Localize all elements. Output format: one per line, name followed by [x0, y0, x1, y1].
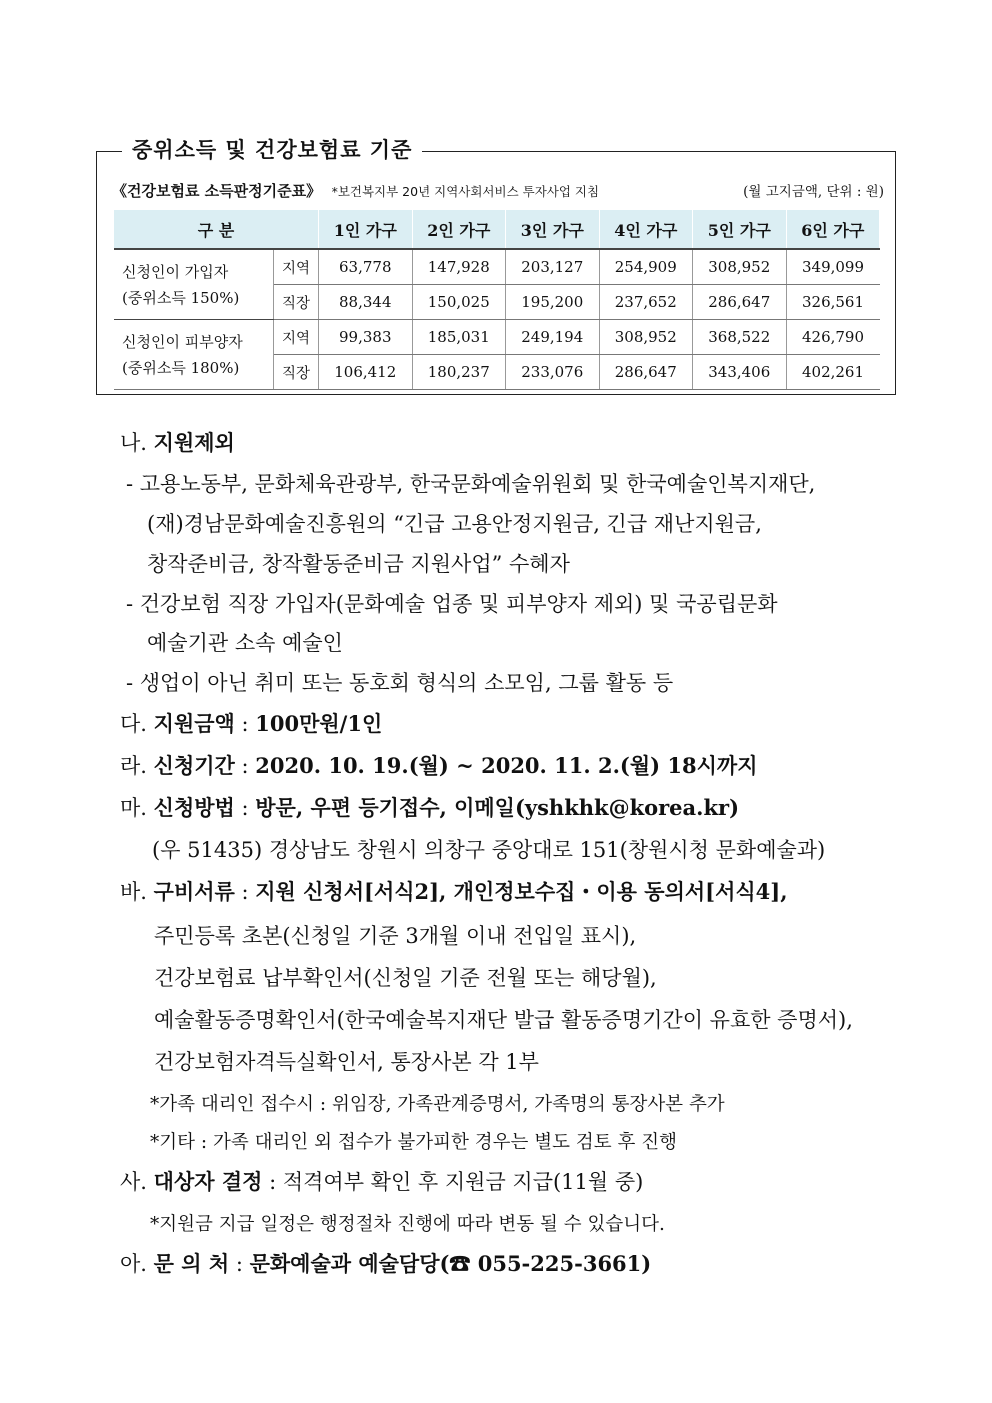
table-cell: 99,383 [319, 320, 413, 355]
section-title: 문 의 처 [153, 1251, 230, 1276]
table-row [114, 249, 880, 285]
section-prefix: 나. [120, 431, 147, 455]
document-item: 주민등록 초본(신청일 기준 3개월 이내 전입일 표시), [154, 924, 637, 948]
section-prefix: 사. [120, 1170, 147, 1194]
table-cell: 254,909 [599, 249, 693, 285]
row-type: 지역 [274, 249, 319, 285]
table-cell: 147,928 [412, 249, 506, 285]
document-note: *기타 : 가족 대리인 외 접수가 불가피한 경우는 별도 검토 후 진행 [150, 1132, 677, 1153]
row-type: 직장 [274, 285, 319, 320]
table-cell: 343,406 [693, 355, 787, 390]
table-cell: 237,652 [599, 285, 693, 320]
insurance-standard-table [114, 210, 880, 390]
section-title: 대상자 결정 [153, 1169, 263, 1194]
group-subscriber [114, 249, 274, 320]
group-sub: (중위소득 180%) [122, 358, 240, 377]
caption-unit: (월 고지금액, 단위 : 원) [743, 184, 884, 200]
group-dependent [114, 320, 274, 390]
caption-source: *보건복지부 20년 지역사회서비스 투자사업 지침 [331, 184, 600, 199]
section-title: 구비서류 [153, 879, 235, 904]
exclusion-item: - 건강보험 직장 가입자(문화예술 업종 및 피부양자 제외) 및 국공립문화 [126, 592, 778, 616]
table-cell: 349,099 [786, 249, 880, 285]
table-cell: 180,237 [412, 355, 506, 390]
header-5-person: 5인 가구 [693, 210, 787, 249]
section-value: 문화예술과 예술담당(☎ 055-225-3661) [249, 1251, 652, 1276]
row-type: 지역 [274, 320, 319, 355]
section-title: 신청기간 [153, 753, 235, 778]
section-value: 지원 신청서[서식2], 개인정보수집・이용 동의서[서식4], [255, 879, 788, 904]
section-exclusion-heading [120, 427, 235, 457]
section-contact: 아. 문 의 처 : 문화예술과 예술담당(☎ 055-225-3661) [120, 1251, 652, 1276]
header-1-person: 1인 가구 [319, 210, 413, 249]
table-cell: 150,025 [412, 285, 506, 320]
document-item: 건강보험료 납부확인서(신청일 기준 전월 또는 해당월), [154, 966, 657, 990]
table-cell: 203,127 [506, 249, 600, 285]
section-title: 지원금액 [153, 711, 235, 736]
section-value: 2020. 10. 19.(월) ~ 2020. 11. 2.(월) 18시까지 [255, 753, 758, 778]
exclusion-item: - 고용노동부, 문화체육관광부, 한국문화예술위원회 및 한국예술인복지재단, [126, 472, 816, 496]
table-cell: 195,200 [506, 285, 600, 320]
section-prefix: 바. [120, 880, 147, 904]
document-note: *가족 대리인 접수시 : 위임장, 가족관계증명서, 가족명의 통장사본 추가 [150, 1094, 725, 1115]
group-label: 신청인이 피부양자 [122, 332, 243, 351]
table-cell: 426,790 [786, 320, 880, 355]
header-2-person: 2인 가구 [412, 210, 506, 249]
table-cell: 249,194 [506, 320, 600, 355]
table-cell: 326,561 [786, 285, 880, 320]
section-prefix: 라. [120, 754, 147, 778]
table-cell: 106,412 [319, 355, 413, 390]
group-label: 신청인이 가입자 [122, 262, 229, 281]
table-cell: 286,647 [599, 355, 693, 390]
table-row [114, 320, 880, 355]
header-category: 구 분 [114, 210, 319, 249]
row-type: 직장 [274, 355, 319, 390]
section-value: 100만원/1인 [255, 711, 383, 736]
table-cell: 286,647 [693, 285, 787, 320]
mailing-address: (우 51435) 경상남도 창원시 의창구 중앙대로 151(창원시청 문화예술과) [152, 838, 826, 862]
section-value: 방문, 우편 등기접수, 이메일(yshkhk@korea.kr) [255, 795, 740, 820]
header-3-person: 3인 가구 [506, 210, 600, 249]
section-prefix: 아. [120, 1252, 147, 1276]
table-cell: 63,778 [319, 249, 413, 285]
caption-title: 《건강보험료 소득판정기준표》 [112, 182, 322, 200]
header-4-person: 4인 가구 [599, 210, 693, 249]
section-title: 신청방법 [153, 795, 235, 820]
section-selection: 사. 대상자 결정 : 적격여부 확인 후 지원금 지급(11월 중) [120, 1169, 644, 1194]
section-value: 적격여부 확인 후 지원금 지급(11월 중) [282, 1170, 644, 1194]
table-cell: 308,952 [693, 249, 787, 285]
exclusion-item-cont: 창작준비금, 창작활동준비금 지원사업” 수혜자 [147, 552, 570, 576]
header-6-person: 6인 가구 [786, 210, 880, 249]
document-item: 예술활동증명확인서(한국예술복지재단 발급 활동증명기간이 유효한 증명서), [154, 1008, 853, 1032]
section-amount: 다. 지원금액 : 100만원/1인 [120, 711, 383, 736]
section-title: 지원제외 [153, 430, 235, 455]
section-prefix: 다. [120, 712, 147, 736]
table-cell: 308,952 [599, 320, 693, 355]
table-cell: 88,344 [319, 285, 413, 320]
table-cell: 185,031 [412, 320, 506, 355]
section-documents: 바. 구비서류 : 지원 신청서[서식2], 개인정보수집・이용 동의서[서식4], [120, 879, 788, 904]
group-sub: (중위소득 150%) [122, 288, 240, 307]
box-title: 중위소득 및 건강보험료 기준 [122, 134, 422, 164]
exclusion-item: - 생업이 아닌 취미 또는 동호회 형식의 소모임, 그룹 활동 등 [126, 671, 674, 695]
section-method: 마. 신청방법 : 방문, 우편 등기접수, 이메일(yshkhk@korea.kr) [120, 795, 740, 820]
table-caption [112, 180, 884, 201]
table-cell: 233,076 [506, 355, 600, 390]
exclusion-item-cont: 예술기관 소속 예술인 [147, 631, 343, 655]
table-header-row [114, 210, 880, 249]
table-cell: 402,261 [786, 355, 880, 390]
exclusion-item-cont: (재)경남문화예술진흥원의 “긴급 고용안정지원금, 긴급 재난지원금, [147, 512, 762, 536]
table-cell: 368,522 [693, 320, 787, 355]
document-item: 건강보험자격득실확인서, 통장사본 각 1부 [154, 1050, 539, 1074]
section-prefix: 마. [120, 796, 147, 820]
section-period: 라. 신청기간 : 2020. 10. 19.(월) ~ 2020. 11. 2.(월) 18시까지 [120, 753, 758, 778]
selection-note: *지원금 지급 일정은 행정절차 진행에 따라 변동 될 수 있습니다. [150, 1214, 665, 1235]
